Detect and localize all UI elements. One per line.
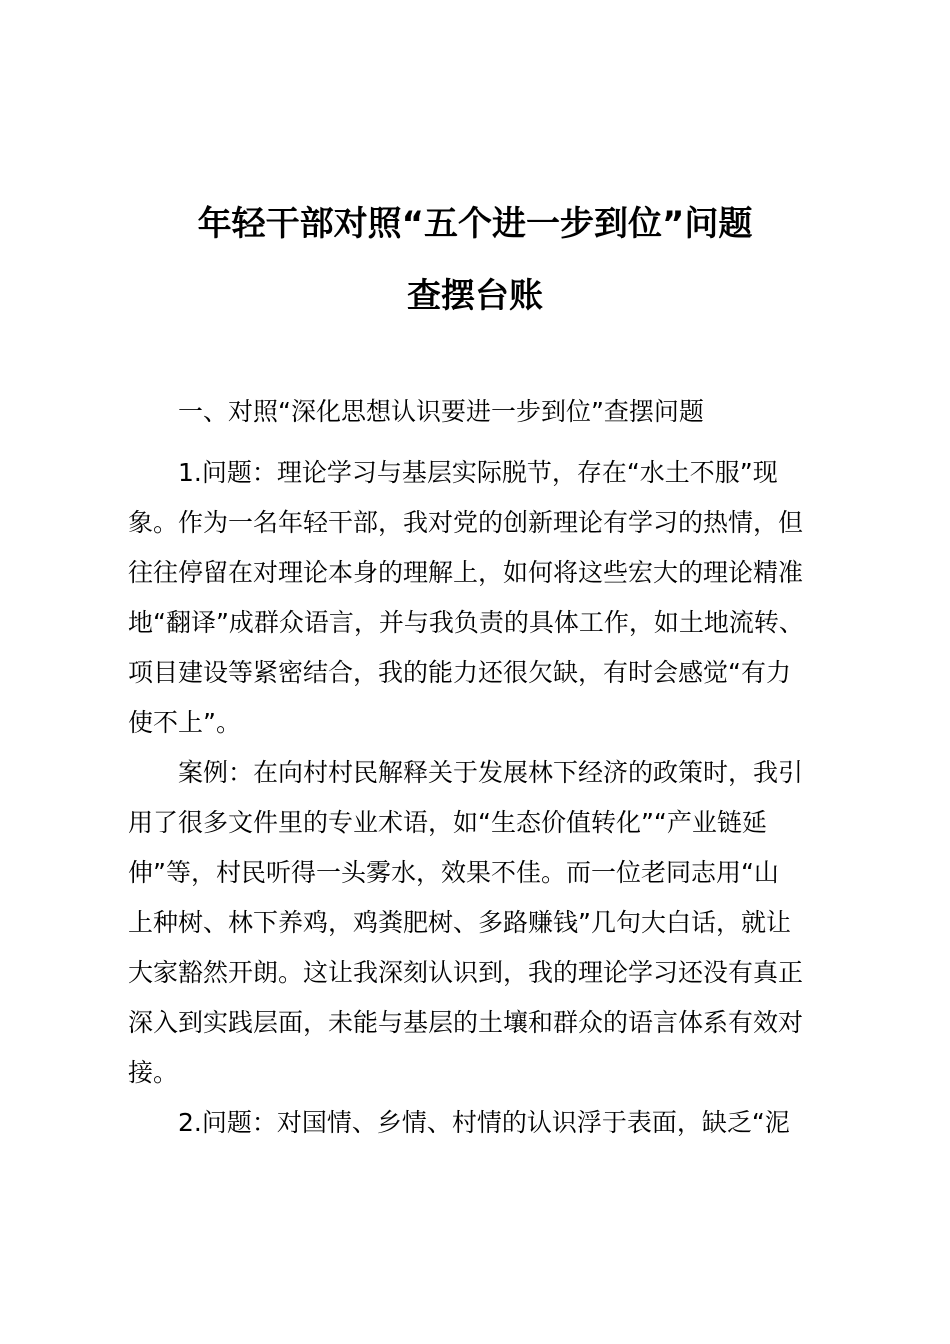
paragraph-1-line: 象。作为一名年轻干部，我对党的创新理论有学习的热情，但 (128, 508, 804, 537)
paragraph-2-line: 接。 (128, 1058, 179, 1087)
paragraph-1-line: 地“翻译”成群众语言，并与我负责的具体工作，如土地流转、 (128, 608, 804, 637)
document-title-line-1: 年轻干部对照“五个进一步到位”问题 (197, 204, 753, 244)
paragraph-3 (128, 1098, 838, 1148)
paragraph-1-line: 1.问题：理论学习与基层实际脱节，存在“水土不服”现 (178, 458, 778, 487)
paragraph-2 (128, 748, 838, 1098)
paragraph-1-line: 项目建设等紧密结合，我的能力还很欠缺，有时会感觉“有力 (128, 658, 791, 687)
paragraph-2-line: 伸”等，村民听得一头雾水，效果不佳。而一位老同志用“山 (128, 858, 779, 887)
paragraph-1 (128, 448, 838, 748)
paragraph-2-line: 案例：在向村村民解释关于发展林下经济的政策时，我引 (178, 758, 804, 787)
paragraph-1-line: 往往停留在对理论本身的理解上，如何将这些宏大的理论精准 (128, 558, 804, 587)
paragraph-2-line: 用了很多文件里的专业术语，如“生态价值转化”“产业链延 (128, 808, 767, 837)
paragraph-2-line: 上种树、林下养鸡，鸡粪肥树、多路赚钱”几句大白话，就让 (128, 908, 791, 937)
paragraph-2-line: 深入到实践层面，未能与基层的土壤和群众的语言体系有效对 (128, 1008, 804, 1037)
section-heading: 一、对照“深化思想认识要进一步到位”查摆问题 (178, 397, 704, 426)
paragraph-1-line: 使不上”。 (128, 708, 241, 737)
paragraph-2-line: 大家豁然开朗。这让我深刻认识到，我的理论学习还没有真正 (128, 958, 804, 987)
document-title-line-2: 查摆台账 (407, 276, 543, 316)
paragraph-3-line: 2.问题：对国情、乡情、村情的认识浮于表面，缺乏“泥 (178, 1108, 790, 1137)
